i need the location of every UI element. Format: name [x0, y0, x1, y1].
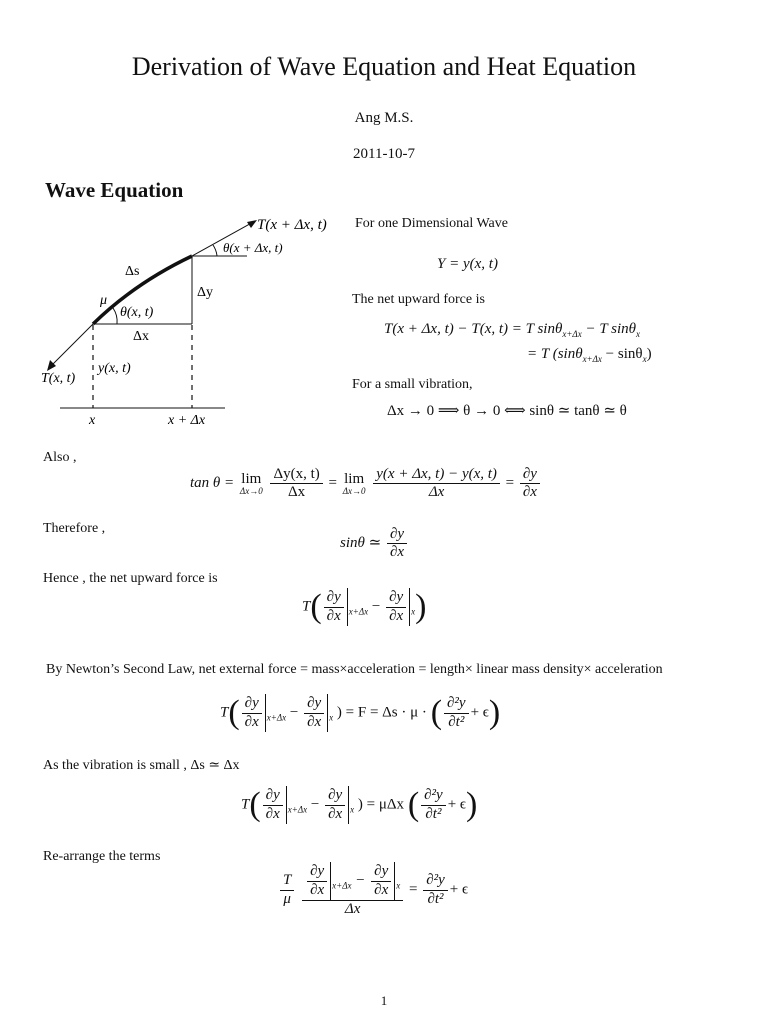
eq-tan-limit: tan θ = lim Δx→0 $\frac{\Delta y(x, t)}{\Delta x}$ = lim Δx→0 $\frac{y(x + \Delta x, t) - y(x, t)}{\Delta x}$ = $\frac{\partial y}{\partial x}$ — [190, 466, 542, 502]
eq-Y: Y = y(x, t) — [437, 256, 498, 272]
label-T-bottom: T(x, t) — [41, 371, 76, 386]
also-text: Also , — [43, 450, 77, 465]
label-y: y(x, t) — [98, 361, 131, 376]
eq-rearranged: $\frac{T}{\mu}$ $\frac{\partial y}{\partial x}$ $_{x+\Delta x}$ − $\frac{\partial y}{\partial x}$ $_x$ Δx = $\frac{\text{∂²y}}{\text{∂t²}}$ + ϵ — [278, 862, 468, 918]
angle-arc-top — [213, 245, 217, 256]
author-name: Ang M.S. — [354, 110, 414, 126]
eq-newton: T( $\frac{\partial y}{\partial x}$ $_{x+\Delta x}$ − $\frac{\partial y}{\partial x}$ $_x$ ) = F = Δs · μ · ( $\frac{\text{∂²y}}{\text{∂t²}}$ + ϵ) — [220, 694, 501, 731]
hence-text: Hence , the net upward force is — [43, 571, 218, 586]
label-x: x — [89, 413, 96, 428]
label-theta: θ(x, t) — [120, 305, 154, 320]
document-title: Derivation of Wave Equation and Heat Equation — [131, 52, 637, 81]
string-diagram — [35, 208, 355, 433]
label-dy: Δy — [197, 285, 214, 300]
eq-small-vibration: Δx → 0 ⟹ θ → 0 ⟺ sinθ ≃ tanθ ≃ θ — [387, 403, 627, 419]
one-dim-text: For one Dimensional Wave — [355, 216, 508, 231]
label-ds: Δs — [125, 264, 140, 279]
therefore-text: Therefore , — [43, 521, 106, 536]
eq-sin-approx: sinθ ≃ $\frac{\partial y}{\partial x}$ — [340, 526, 409, 562]
label-dx: Δx — [133, 329, 150, 344]
section-heading: Wave Equation — [45, 178, 184, 202]
eq-net-force-partial: T( $\frac{\partial y}{\partial x}$ $_{x+\Delta x}$ − $\frac{\partial y}{\partial x}$ $_x$) — [302, 588, 427, 625]
label-x-dx: x + Δx — [168, 413, 206, 428]
rearrange-text: Re-arrange the terms — [43, 849, 161, 864]
document-date: 2011-10-7 — [353, 146, 415, 162]
tension-arrow-bottom — [49, 324, 93, 368]
net-force-intro: The net upward force is — [352, 292, 485, 307]
eq-small-vibration-2: T( $\frac{\partial y}{\partial x}$ $_{x+\Delta x}$ − $\frac{\partial y}{\partial x}$ $_x$ ) = μΔx ( $\frac{\text{∂²y}}{\text{∂t²}}$ + ϵ) — [241, 786, 478, 823]
small-vibration-text: For a small vibration, — [352, 377, 473, 392]
label-T-top: T(x + Δx, t) — [257, 217, 327, 233]
label-theta-top: θ(x + Δx, t) — [223, 240, 283, 255]
label-mu: μ — [100, 293, 108, 308]
angle-arc-bottom — [113, 308, 117, 324]
eq-force-line2: = T (sinθ$_{x+\Delta x}$ − sinθ$_x$) — [527, 346, 652, 364]
newton-law-text: By Newton’s Second Law, net external force = mass×acceleration = length× linear mass density× acceleration — [46, 662, 663, 677]
page-number: 1 — [380, 993, 388, 1008]
arrowhead-top — [247, 220, 257, 228]
small-vibration-text-2: As the vibration is small , Δs ≃ Δx — [43, 758, 240, 773]
eq-force-line1: T(x + Δx, t) − T(x, t) = T sinθ$_{x+\Delta x}$ − T sinθ$_x$ — [384, 321, 641, 339]
